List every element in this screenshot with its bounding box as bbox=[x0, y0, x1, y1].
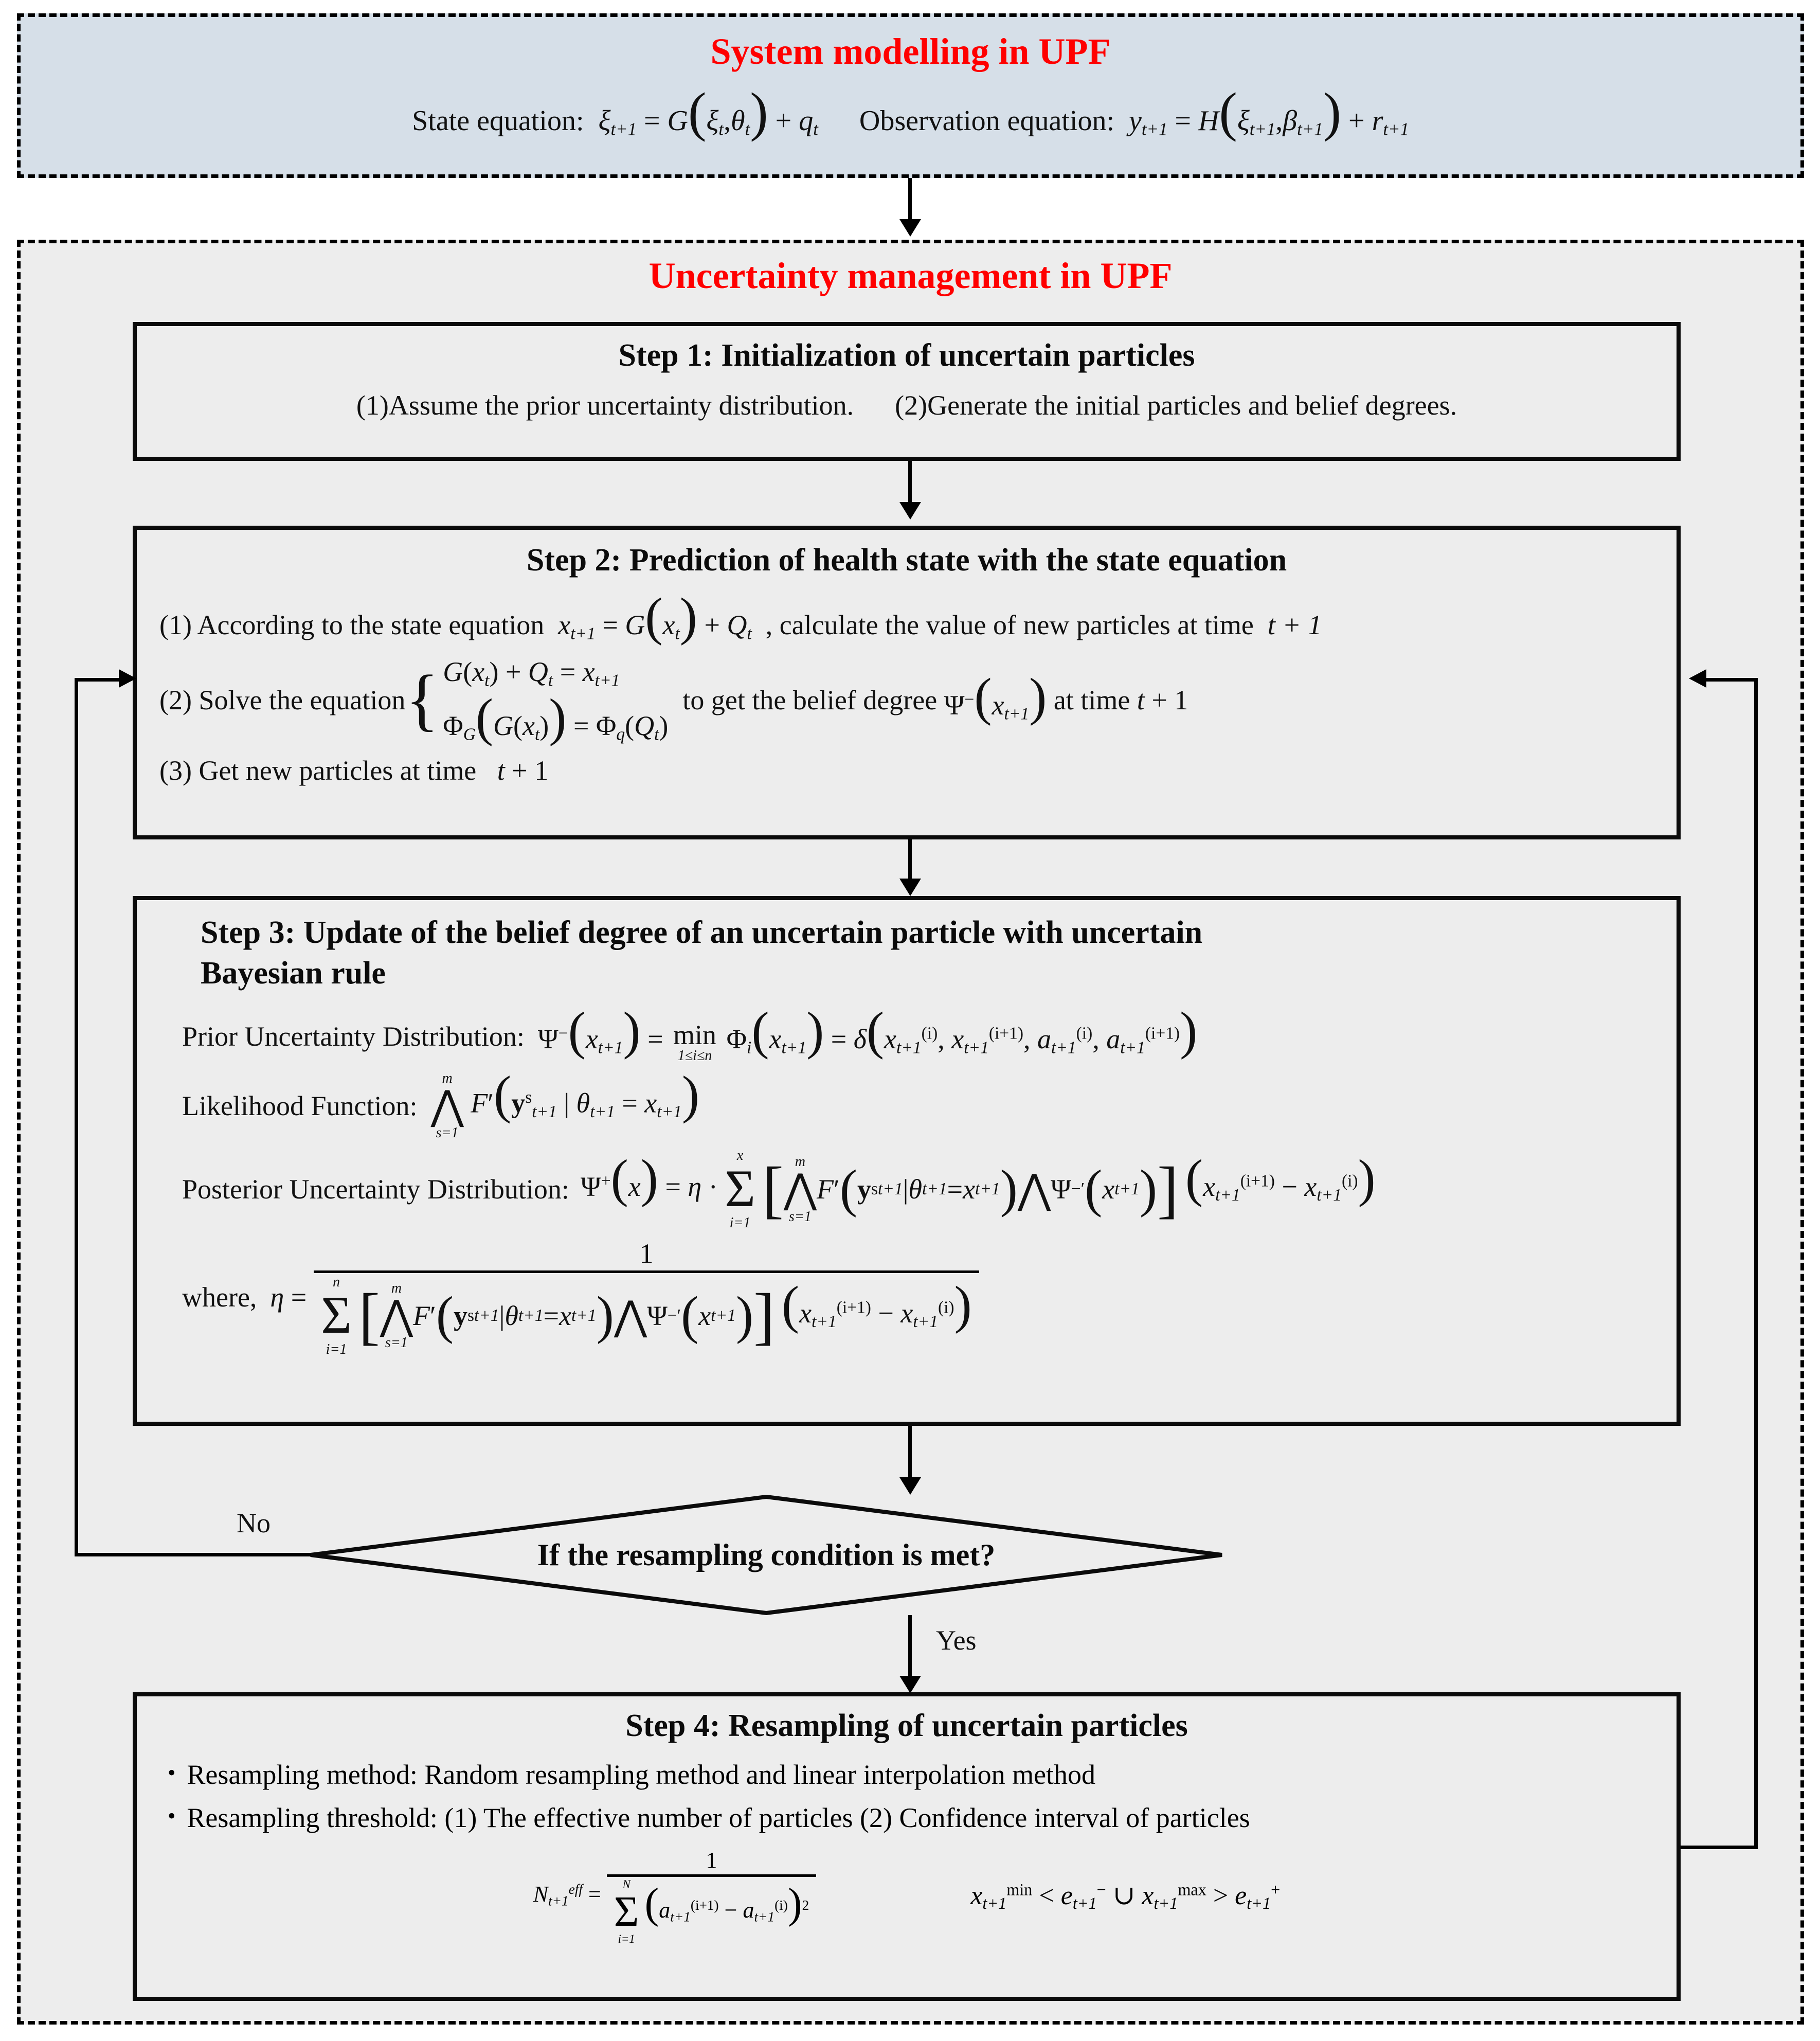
step4-title: Step 4: Resampling of uncertain particles bbox=[625, 1708, 1188, 1743]
bullet-icon: • bbox=[168, 1803, 176, 1829]
step1-title: Step 1: Initialization of uncertain particles bbox=[618, 338, 1195, 373]
step4-bullet-1 bbox=[168, 1759, 1646, 1791]
step3-title-line-2: Bayesian rule bbox=[201, 956, 386, 991]
step3-box bbox=[133, 896, 1681, 1426]
feedback-right-to-step2 bbox=[1706, 678, 1756, 682]
observation-equation-formula: $y_{t+1} = H(\xi_{t+1},\beta_{t+1}) + r_{t+1}$ bbox=[1129, 82, 1409, 142]
step4-formula-left: $N_{t+1}^{eff}$ = 1 N Σ i=1 $(a_{t+1}^{(i+1)} - a_{t+1}^{(i)})^2$ bbox=[533, 1847, 817, 1945]
arrow-step1-step2 bbox=[899, 502, 921, 520]
feedback-right-from-step4 bbox=[1681, 1846, 1758, 1849]
header-equation-row bbox=[21, 82, 1800, 142]
step3-eta-fraction bbox=[314, 1238, 979, 1357]
step2-line1-formula: $x_{t+1} = G(x_t) + Q_t$ bbox=[558, 588, 752, 646]
step2-line2-post: to get the belief degree bbox=[682, 685, 938, 716]
step4-bullet-1-text: Resampling method: Random resampling method and linear interpolation method bbox=[187, 1759, 1096, 1790]
bullet-icon: • bbox=[168, 1760, 176, 1785]
step3-eta-denominator: n Σ i=1 [ m ⋀ s=1 F ′ ( y s t+1 | θ t+1 = x t+1 ) ⋀ Ψ −′ ( x t+1 ) ] $(x_{t+1}^{(i+1)} - x_{t+1}^{(i)})$ bbox=[321, 1274, 972, 1357]
step2-line-3 bbox=[159, 755, 1654, 786]
step2-case-1: $G(x_t) + Q_t = x_{t+1}$ bbox=[443, 656, 620, 690]
step1-items bbox=[137, 389, 1677, 421]
step3-title-line-1: Step 3: Update of the belief degree of an uncertain particle with uncertain bbox=[201, 915, 1203, 950]
step4-box bbox=[133, 1692, 1681, 2001]
step4-formula-right: $x_{t+1}^{min} < e_{t+1}^-$ ∪ $x_{t+1}^{max} > e_{t+1}^+$ bbox=[970, 1879, 1281, 1912]
step3-posterior-formula: Ψ+(x) = η · x Σ i=1 [ m ⋀ s=1 F ′ ( y s t+1 | θ t+1 = x t+1 ) ⋀ Ψ −′ ( x t+1 ) ] $(x_{t+1}^{(i+1)} - x_{t+1}^{(i)})$ bbox=[580, 1148, 1376, 1231]
step3-eta-numerator: 1 bbox=[314, 1238, 979, 1273]
step2-line2-belief: $\Psi^-(x_{t+1})$ bbox=[937, 668, 1047, 727]
connector-step2-step3 bbox=[908, 839, 912, 881]
arrow-step2-step3 bbox=[899, 879, 921, 896]
step2-line2-time: t + 1 bbox=[1137, 685, 1188, 716]
step4-formula-row bbox=[168, 1847, 1646, 1945]
step2-line3-time: t + 1 bbox=[497, 755, 549, 786]
step3-likelihood-label: Likelihood Function: bbox=[182, 1090, 418, 1121]
no-branch-horizontal bbox=[75, 1553, 311, 1556]
step1-item-2: (2)Generate the initial particles and belief degrees. bbox=[895, 390, 1457, 421]
step3-likelihood-formula: m ⋀ s=1 $F'(y^s_{t+1}$ | $\theta_{t+1} = x_{t+1}$) bbox=[430, 1066, 700, 1141]
decision-text: If the resampling condition is met? bbox=[537, 1537, 996, 1572]
connector-step3-diamond bbox=[908, 1426, 912, 1477]
feedback-right-vertical bbox=[1754, 678, 1758, 1849]
step4-bullet-2 bbox=[168, 1802, 1646, 1834]
step2-line2-tail: at time bbox=[1053, 685, 1130, 716]
step3-posterior-label: Posterior Uncertainty Distribution: bbox=[182, 1174, 569, 1205]
state-equation-label: State equation: bbox=[412, 105, 584, 137]
step3-eta-label: η = bbox=[270, 1281, 307, 1313]
step2-line2-pre: (2) Solve the equation bbox=[159, 685, 406, 716]
yes-branch-vertical bbox=[908, 1615, 912, 1680]
step2-line1-time: t + 1 bbox=[1267, 610, 1322, 640]
arrow-yes-branch bbox=[899, 1676, 921, 1693]
yes-label: Yes bbox=[936, 1625, 977, 1656]
step4-bullet-2-text: Resampling threshold: (1) The effective number of particles (2) Confidence interval of particles bbox=[187, 1802, 1250, 1833]
step2-box bbox=[133, 526, 1681, 839]
step3-posterior-row bbox=[159, 1149, 1654, 1230]
no-branch-to-step2 bbox=[75, 678, 124, 682]
step1-item-1: (1)Assume the prior uncertainty distribution. bbox=[356, 390, 854, 421]
step3-prior-row bbox=[159, 1002, 1654, 1064]
observation-equation-label: Observation equation: bbox=[859, 105, 1115, 137]
system-modelling-panel bbox=[17, 13, 1804, 178]
step2-line-1 bbox=[159, 588, 1654, 646]
step3-where-label: where, bbox=[182, 1281, 257, 1313]
connector-step1-step2 bbox=[908, 461, 912, 504]
connector-header-to-body bbox=[908, 178, 912, 220]
arrow-no-branch-to-step2 bbox=[119, 669, 136, 688]
body-title: Uncertainty management in UPF bbox=[648, 255, 1173, 296]
arrow-feedback-right-to-step2 bbox=[1689, 669, 1706, 688]
step2-case-2: $\Phi_G(G(x_t)) = \Phi_q(Q_t)$ bbox=[443, 688, 669, 747]
step3-where-row bbox=[159, 1238, 1654, 1357]
step2-line1-post: , calculate the value of new particles at time bbox=[765, 610, 1254, 640]
no-label: No bbox=[237, 1508, 271, 1538]
step2-title: Step 2: Prediction of health state with the state equation bbox=[526, 543, 1287, 578]
step2-line3-pre: (3) Get new particles at time bbox=[159, 755, 477, 786]
no-branch-vertical bbox=[75, 678, 78, 1556]
step3-prior-formula: $\Psi^-(x_{t+1})$ = min 1≤i≤n $\Phi_i(x_{t+1}) = \delta(x_{t+1}^{(i)}$, $x_{t+1}^{(i+1)}$, $a_{t+1}^{(i)}$, $a_{t+1}^{(i+1)}$) bbox=[537, 1002, 1198, 1064]
step2-line1-pre: (1) According to the state equation bbox=[159, 610, 545, 640]
header-title: System modelling in UPF bbox=[710, 31, 1111, 72]
step3-likelihood-row bbox=[159, 1066, 1654, 1141]
observation-equation bbox=[859, 82, 1409, 142]
state-equation bbox=[412, 82, 818, 142]
step1-box bbox=[133, 322, 1681, 461]
state-equation-formula: $\xi_{t+1} = G(\xi_t,\theta_t) + q_t$ bbox=[598, 82, 818, 142]
arrow-step3-diamond bbox=[899, 1477, 921, 1495]
step2-cases: { $G(x_t) + Q_t = x_{t+1}$ $\Phi_G(G(x_t)) = \Phi_q(Q_t)$ bbox=[405, 653, 668, 747]
step3-prior-label: Prior Uncertainty Distribution: bbox=[182, 1021, 525, 1052]
step2-line-2 bbox=[159, 653, 1654, 747]
resampling-decision-diamond[interactable] bbox=[309, 1495, 1224, 1615]
arrow-header-to-body bbox=[899, 219, 921, 237]
